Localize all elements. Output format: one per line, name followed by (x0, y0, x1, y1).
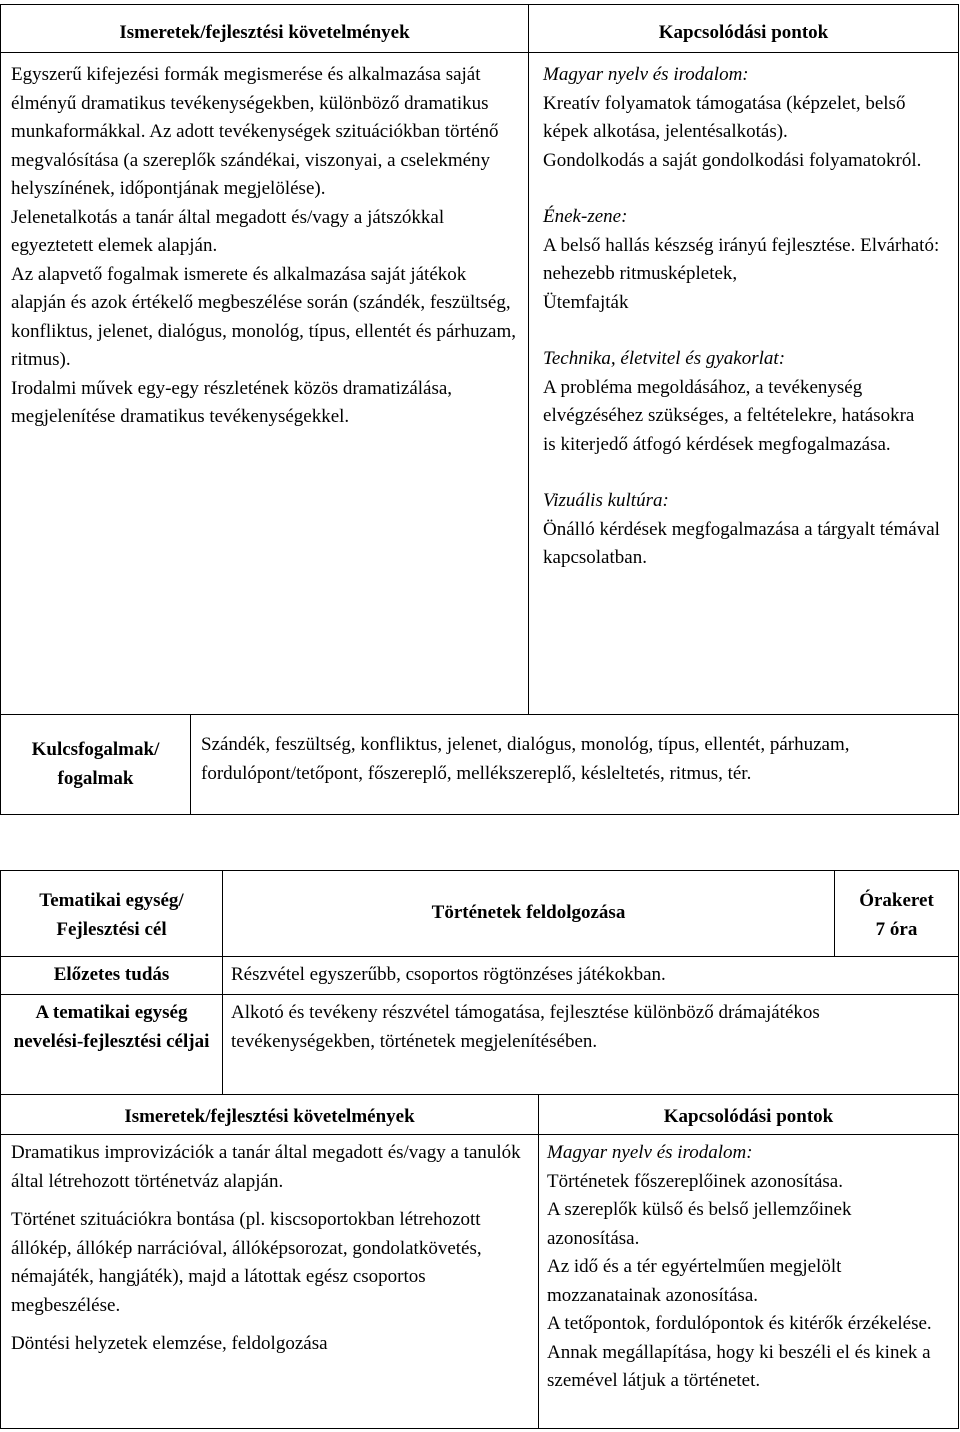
subject-title: Magyar nyelv és irodalom: (543, 64, 749, 85)
prereq-text (223, 957, 959, 995)
subject-title: Technika, életvitel és gyakorlat: (543, 348, 786, 369)
bottom-table (0, 870, 959, 1429)
label-line: Fejlesztési cél (56, 918, 167, 940)
hours-label: Órakeret (859, 890, 934, 911)
connection-line: Kreatív folyamatok támogatása (képzelet, belső képek alkotása, jelentésalkotás). (543, 92, 906, 142)
key-concepts-label (1, 715, 191, 815)
subject-title: Magyar nyelv és irodalom: (547, 1142, 753, 1163)
hours-cell (835, 871, 959, 957)
connection-line: is kiterjedő átfogó kérdések megfogalmazása. (543, 433, 891, 455)
prereq-label (1, 957, 223, 995)
key-concepts-text (191, 715, 959, 815)
connection-line: A belső hallás készség irányú fejlesztése. Elvárható: nehezebb ritmusképletek, (543, 234, 940, 284)
connection-line: Ütemfajták (543, 291, 629, 313)
connection-line: A szereplők külső és belső jellemzőinek azonosítása. (547, 1199, 852, 1249)
label-line: Tematikai egység/ (39, 890, 184, 911)
requirement-paragraph: Az alapvető fogalmak ismerete és alkalmazása saját játékok alapján és azok értékelő megbeszélése során (szándék, feszültség, konfliktus, jelenet, dialógus, monológ, típus, ellentét és párhuzam, ritmus). (11, 263, 516, 370)
header-text: Ismeretek/fejlesztési követelmények (119, 22, 410, 43)
subject-title: Ének-zene: (543, 206, 628, 227)
unit-label (1, 871, 223, 957)
requirement-paragraph: Döntési helyzetek elemzése, feldolgozása (11, 1333, 328, 1354)
goals-value: Alkotó és tevékeny részvétel támogatása, fejlesztése különböző drámajátékos tevékenységekben, történetek megjelenítésében. (231, 1002, 820, 1052)
requirement-paragraph: Jelenetalkotás a tanár által megadott és/vagy a játszókkal egyeztetett elemek alapján. (11, 206, 445, 256)
bottom-right-header (539, 1095, 959, 1135)
connection-line: Gondolkodás a saját gondolkodási folyamatokról. (543, 149, 922, 171)
connection-line: A probléma megoldásához, a tevékenység elvégzéséhez szükséges, a feltételekre, hatásokra (543, 376, 915, 426)
top-right-content (529, 53, 959, 715)
connection-line: Történetek főszereplőinek azonosítása. (547, 1170, 843, 1192)
goals-text (223, 995, 959, 1095)
prereq-value: Részvétel egyszerűbb, csoportos rögtönzéses játékokban. (231, 964, 666, 985)
bottom-right-content (539, 1135, 959, 1429)
top-left-content (1, 53, 529, 715)
requirement-paragraph: Dramatikus improvizációk a tanár által megadott és/vagy a tanulók által létrehozott történetváz alapján. (11, 1142, 521, 1192)
key-concepts: Szándék, feszültség, konfliktus, jelenet, dialógus, monológ, típus, ellentét, párhuzam, fordulópont/tetőpont, főszereplő, mellékszereplő, késleltetés, ritmus, tér. (201, 734, 850, 784)
unit-title (223, 871, 835, 957)
hours-value: 7 óra (875, 918, 918, 940)
requirement-paragraph: Irodalmi művek egy-egy részletének közös dramatizálása, megjelenítése dramatikus tevékenységekkel. (11, 377, 453, 427)
connection-line: A tetőpontok, fordulópontok és kitérők érzékelése. (547, 1313, 932, 1334)
header-text: Kapcsolódási pontok (658, 22, 829, 43)
prereq-label-text: Előzetes tudás (53, 964, 170, 985)
bottom-left-header (1, 1095, 539, 1135)
unit-title-text: Történetek feldolgozása (431, 902, 626, 924)
bottom-left-content (1, 1135, 539, 1429)
header-text: Kapcsolódási pontok (663, 1106, 834, 1127)
connection-line: Önálló kérdések megfogalmazása a tárgyalt témával kapcsolatban. (543, 518, 940, 568)
label-line: fogalmak (57, 767, 134, 789)
connection-line: Az idő és a tér egyértelműen megjelölt mozzanatainak azonosítása. (547, 1256, 842, 1306)
requirement-paragraph: Egyszerű kifejezési formák megismerése és alkalmazása saját élményű dramatikus tevékenységekben, különböző dramatikus munkaformákkal. Az adott tevékenységek szituációkban történő megvalósítása (a szereplők szándékai, viszonyai, a cselekmény helyszínének, időpontjának megjelölése). (11, 64, 499, 199)
requirement-paragraph: Történet szituációkra bontása (pl. kiscsoportokban létrehozott állókép, állókép narrációval, állóképsorozat, gondolatkövetés, némajáték, hangjáték), majd a látottak egész csoportos megbeszélése. (11, 1209, 482, 1316)
header-text: Ismeretek/fejlesztési követelmények (124, 1106, 415, 1127)
top-table (0, 4, 959, 815)
connection-line: Annak megállapítása, hogy ki beszéli el és kinek a szemével látjuk a történetet. (547, 1341, 931, 1391)
goals-label-text: A tematikai egység nevelési-fejlesztési céljai (13, 1002, 210, 1052)
top-right-header (529, 5, 959, 53)
top-left-header (1, 5, 529, 53)
label-line: Kulcsfogalmak/ (31, 739, 160, 760)
subject-title: Vizuális kultúra: (543, 490, 669, 511)
goals-label (1, 995, 223, 1095)
